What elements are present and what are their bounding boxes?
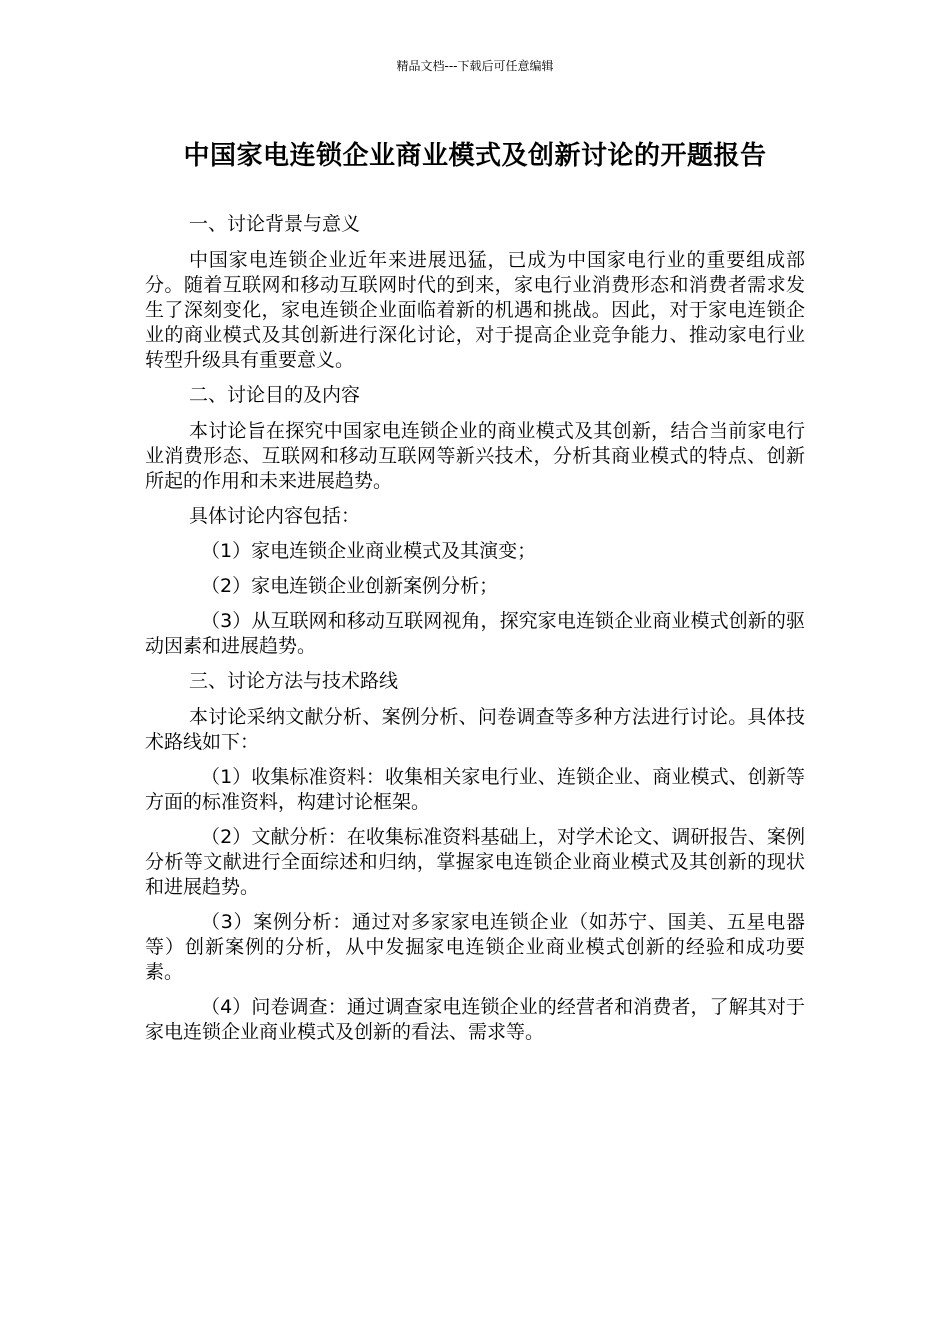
list-item: （3）从互联网和移动互联网视角，探究家电连锁企业商业模式创新的驱动因素和进展趋势。 bbox=[145, 610, 805, 657]
section-heading-purpose: 二、讨论目的及内容 bbox=[189, 384, 361, 406]
paragraph-background: 中国家电连锁企业近年来进展迅猛，已成为中国家电行业的重要组成部分。随着互联网和移动互联网时代的到来，家电行业消费形态和消费者需求发生了深刻变化，家电连锁企业面临着新的机遇和挑战。因此，对于家电连锁企业的商业模式及其创新进行深化讨论，对于提高企业竞争能力、推动家电行业转型升级具有重要意义。 bbox=[145, 249, 805, 371]
list-item: （3）案例分析：通过对多家家电连锁企业（如苏宁、国美、五星电器等）创新案例的分析，从中发掘家电连锁企业商业模式创新的经验和成功要素。 bbox=[145, 911, 805, 983]
document-title: 中国家电连锁企业商业模式及创新讨论的开题报告 bbox=[183, 141, 767, 171]
paragraph-purpose: 本讨论旨在探究中国家电连锁企业的商业模式及其创新，结合当前家电行业消费形态、互联网和移动互联网等新兴技术，分析其商业模式的特点、创新所起的作用和未来进展趋势。 bbox=[145, 420, 805, 492]
document-body bbox=[145, 212, 805, 1055]
header-note: 精品文档---下载后可任意编辑 bbox=[396, 59, 554, 73]
list-item: （2）家电连锁企业创新案例分析； bbox=[201, 575, 499, 597]
list-item: （2）文献分析：在收集标准资料基础上，对学术论文、调研报告、案例分析等文献进行全面综述和归纳，掌握家电连锁企业商业模式及其创新的现状和进展趋势。 bbox=[145, 826, 805, 898]
paragraph-method: 本讨论采纳文献分析、案例分析、问卷调查等多种方法进行讨论。具体技术路线如下： bbox=[145, 706, 805, 753]
list-item: （1）家电连锁企业商业模式及其演变； bbox=[201, 540, 537, 562]
section-heading-background: 一、讨论背景与意义 bbox=[189, 213, 361, 235]
section-heading-method: 三、讨论方法与技术路线 bbox=[189, 670, 399, 692]
list-item: （4）问卷调查：通过调查家电连锁企业的经营者和消费者，了解其对于家电连锁企业商业模式及创新的看法、需求等。 bbox=[145, 996, 805, 1043]
paragraph-content-intro: 具体讨论内容包括： bbox=[189, 505, 361, 527]
list-item: （1）收集标准资料：收集相关家电行业、连锁企业、商业模式、创新等方面的标准资料，构建讨论框架。 bbox=[145, 766, 805, 813]
